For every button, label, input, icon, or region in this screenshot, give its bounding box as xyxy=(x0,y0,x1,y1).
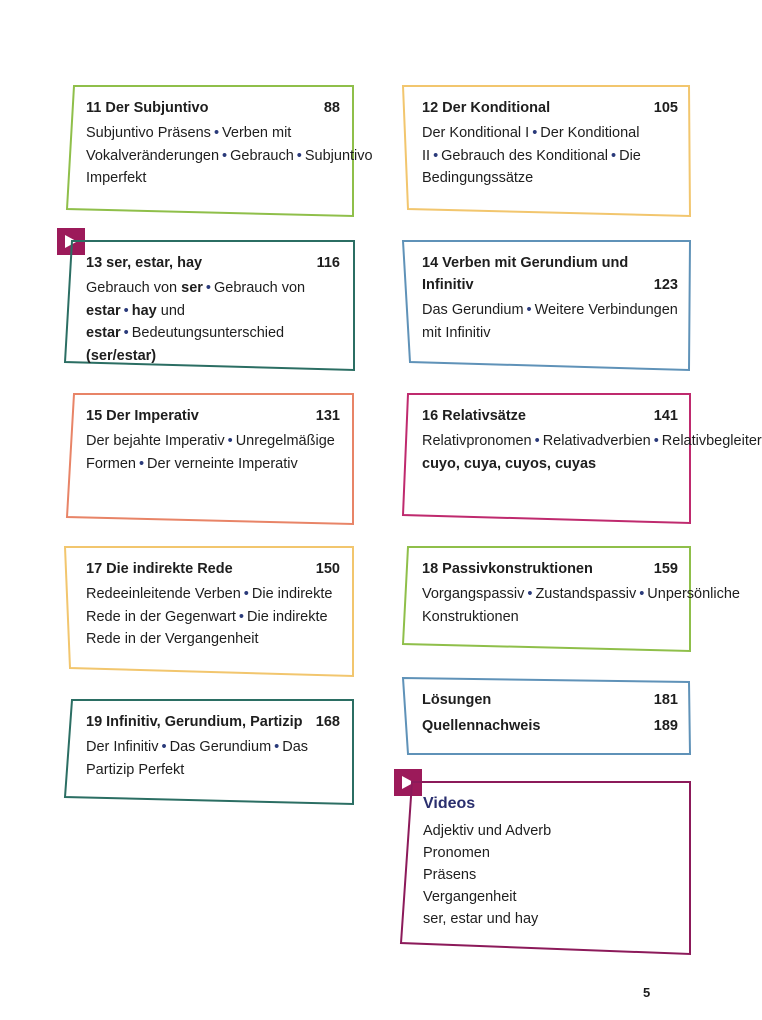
videos-card[interactable] xyxy=(400,781,692,955)
videos-title: Videos xyxy=(423,795,476,812)
chapter-page: 141 xyxy=(653,408,678,424)
chapter-card-18[interactable] xyxy=(402,546,740,652)
chapter-title: 15 Der Imperativ xyxy=(86,408,199,424)
chapter-card-13[interactable] xyxy=(64,240,356,372)
chapter-page: 159 xyxy=(653,561,678,577)
chapter-title: 11 Der Subjuntivo xyxy=(86,100,209,116)
chapter-topics: Der Konditional I • Der Konditional II • Gebrauch des Konditional • Die Bedingungssätze xyxy=(422,125,641,186)
chapter-topics: Relativpronomen • Relativadverbien • Relativbegleiter cuyo, cuya, cuyos, cuyas xyxy=(422,433,762,472)
chapter-title: 19 Infinitiv, Gerundium, Partizip xyxy=(86,714,303,730)
chapter-card-15[interactable] xyxy=(66,393,356,525)
chapter-topics: Das Gerundium • Weitere Verbindungen mit Infinitiv xyxy=(422,302,678,341)
sources-label: Quellennachweis xyxy=(422,718,541,734)
chapter-card-16[interactable] xyxy=(402,393,762,525)
sources-page: 189 xyxy=(653,718,678,734)
video-item[interactable]: Adjektiv und Adverb xyxy=(423,823,552,839)
page-number: 5 xyxy=(643,985,651,1000)
chapter-topics: Der bejahte Imperativ • Unregelmäßige Formen • Der verneinte Imperativ xyxy=(86,433,335,472)
chapter-title-cont: Infinitiv xyxy=(422,277,474,293)
chapter-card-17[interactable] xyxy=(64,546,356,678)
chapter-card-11[interactable] xyxy=(66,85,373,217)
video-item[interactable]: Vergangenheit xyxy=(423,889,517,905)
chapter-page: 123 xyxy=(653,277,678,293)
chapter-page: 105 xyxy=(653,100,678,116)
chapter-title: 16 Relativsätze xyxy=(422,408,526,424)
chapter-page: 88 xyxy=(323,100,340,116)
solutions-page: 181 xyxy=(653,692,678,708)
chapter-page: 150 xyxy=(315,561,340,577)
chapter-topics: Der Infinitiv • Das Gerundium • Das Partizip Perfekt xyxy=(86,739,309,778)
solutions-label: Lösungen xyxy=(422,692,492,708)
chapter-card-12[interactable] xyxy=(402,85,692,217)
chapter-title: 18 Passivkonstruktionen xyxy=(422,561,593,577)
video-item[interactable]: ser, estar und hay xyxy=(423,911,539,927)
chapter-title: 12 Der Konditional xyxy=(422,100,551,116)
chapter-card-14[interactable] xyxy=(402,240,692,372)
chapter-page: 116 xyxy=(316,255,340,271)
chapter-title: 13 ser, estar, hay xyxy=(86,255,203,271)
chapter-title: 14 Verben mit Gerundium und xyxy=(422,255,629,271)
chapter-page: 131 xyxy=(315,408,340,424)
videos-list xyxy=(423,820,678,930)
chapter-title: 17 Die indirekte Rede xyxy=(86,561,233,577)
video-item[interactable]: Präsens xyxy=(423,867,477,883)
video-item[interactable]: Pronomen xyxy=(423,845,490,861)
chapter-page: 168 xyxy=(315,714,340,730)
chapter-topics: Vorgangspassiv • Zustandspassiv • Unpersönliche Konstruktionen xyxy=(422,586,740,625)
chapter-topics: Gebrauch von ser • Gebrauch von estar • hay und estar • Bedeutungsunterschied (ser/estar) xyxy=(86,280,306,364)
chapter-topics: Redeeinleitende Verben • Die indirekte Rede in der Gegenwart • Die indirekte Rede in der Vergangenheit xyxy=(86,586,333,647)
appendix-card[interactable] xyxy=(402,677,692,755)
chapter-topics: Subjuntivo Präsens • Verben mit Vokalveränderungen • Gebrauch • Subjuntivo Imperfekt xyxy=(86,125,373,186)
chapter-card-19[interactable] xyxy=(64,699,356,805)
